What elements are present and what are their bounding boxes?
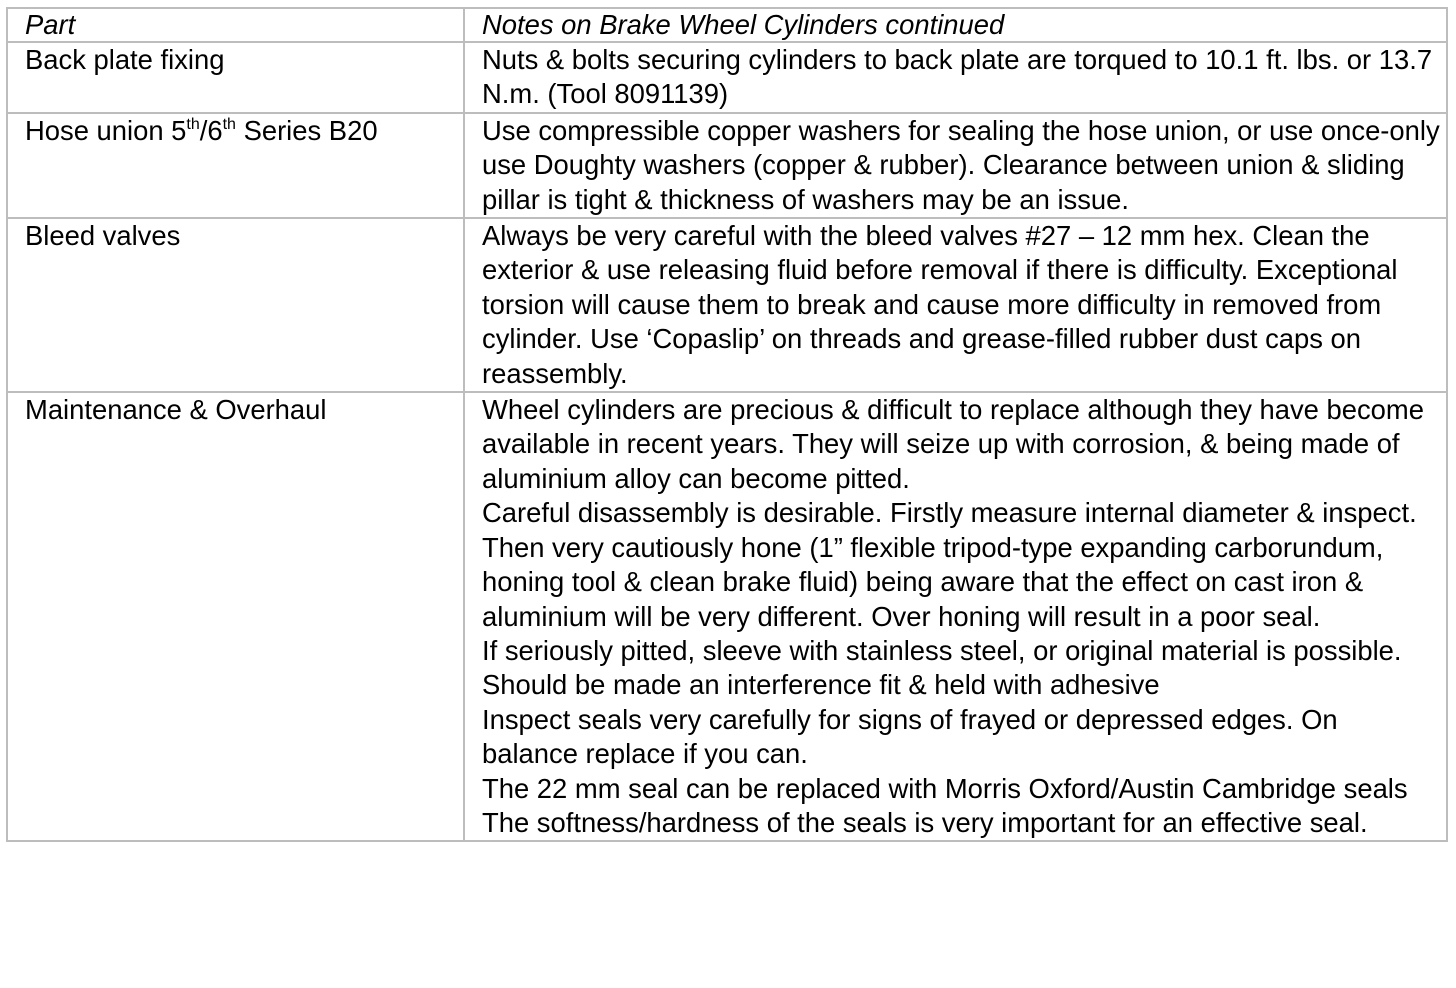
note-paragraph: Always be very careful with the bleed valves #27 – 12 mm hex. Clean the exterior & use releasing fluid before removal if there is difficulty. Exceptional torsion will cause them to break and cause more difficulty in removed from cylinder. Use ‘Copaslip’ on threads and grease-filled rubber dust caps on reassembly.	[482, 220, 1398, 389]
table-header-row	[7, 8, 1447, 42]
note-paragraph: Wheel cylinders are precious & difficult to replace although they have become available in recent years. They will seize up with corrosion, & being made of aluminium alloy can become pitted.	[482, 394, 1424, 494]
part-cell	[7, 113, 464, 218]
header-part: Part	[7, 8, 464, 42]
notes-cell	[464, 42, 1447, 113]
note-paragraph: The 22 mm seal can be replaced with Morris Oxford/Austin Cambridge seals	[482, 772, 1408, 804]
table-row	[7, 113, 1447, 218]
ordinal-superscript: th	[222, 115, 236, 133]
note-paragraph: Inspect seals very carefully for signs of frayed or depressed edges. On balance replace if you can.	[482, 703, 1338, 770]
brake-notes-table	[6, 7, 1448, 842]
part-text-mid: /6	[199, 114, 223, 146]
note-paragraph: Careful disassembly is desirable. Firstly measure internal diameter & inspect. Then very cautiously hone (1” flexible tripod-type expanding carborundum, honing tool & clean brake fluid) being aware that the effect on cast iron & aluminium will be very different. Over honing will result in a poor seal.	[482, 497, 1417, 632]
part-text-prefix: Hose union 5	[25, 114, 187, 146]
ordinal-superscript: th	[186, 115, 200, 133]
notes-cell	[464, 392, 1447, 841]
header-notes: Notes on Brake Wheel Cylinders continued	[464, 8, 1447, 42]
notes-cell	[464, 218, 1447, 392]
part-cell: Maintenance & Overhaul	[7, 392, 464, 841]
notes-cell	[464, 113, 1447, 218]
table-row	[7, 42, 1447, 113]
table-row	[7, 218, 1447, 392]
note-paragraph: Nuts & bolts securing cylinders to back plate are torqued to 10.1 ft. lbs. or 13.7 N.m. (Tool 8091139)	[482, 44, 1433, 110]
part-cell: Back plate fixing	[7, 42, 464, 113]
note-paragraph: If seriously pitted, sleeve with stainless steel, or original material is possible. Should be made an interference fit & held with adhesive	[482, 634, 1402, 701]
note-paragraph: The softness/hardness of the seals is very important for an effective seal.	[482, 806, 1368, 838]
part-cell: Bleed valves	[7, 218, 464, 392]
table-row	[7, 392, 1447, 841]
part-text-suffix: Series B20	[235, 114, 378, 146]
note-paragraph: Use compressible copper washers for sealing the hose union, or use once-only use Doughty washers (copper & rubber). Clearance between union & sliding pillar is tight & thickness of washers may be an issue.	[482, 114, 1440, 215]
